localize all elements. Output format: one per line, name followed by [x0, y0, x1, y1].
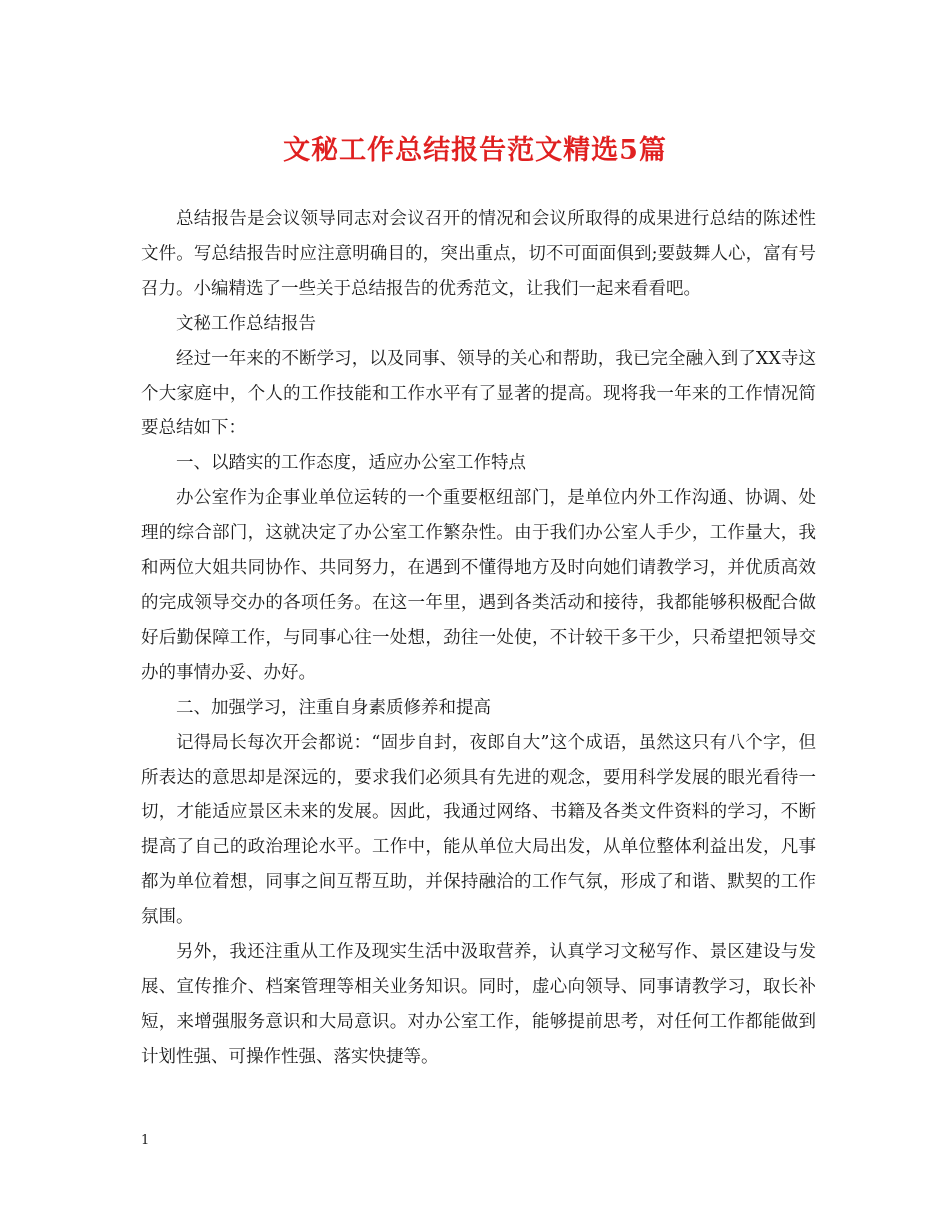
body-paragraph: 办公室作为企事业单位运转的一个重要枢纽部门，是单位内外工作沟通、协调、处理的综合部门，这就决定了办公室工作繁杂性。由于我们办公室人手少，工作量大，我和两位大姐共同协作、共同努力，在遇到不懂得地方及时向她们请教学习，并优质高效的完成领导交办的各项任务。在这一年里，遇到各类活动和接待，我都能够积极配合做好后勤保障工作，与同事心往一处想，劲往一处使，不计较干多干少，只希望把领导交办的事情办妥、办好。: [141, 488, 816, 683]
body-paragraph: 记得局长每次开会都说：“固步自封，夜郎自大”这个成语，虽然这只有八个字，但所表达的意思却是深远的，要求我们必须具有先进的观念，要用科学发展的眼光看待一切，才能适应景区未来的发展。因此，我通过网络、书籍及各类文件资料的学习，不断提高了自己的政治理论水平。工作中，能从单位大局出发，从单位整体利益出发，凡事都为单位着想，同事之间互帮互助，并保持融洽的工作气氛，形成了和谐、默契的工作氛围。: [141, 732, 816, 928]
document-body: [141, 202, 816, 1075]
page-number: 1: [141, 1133, 150, 1148]
body-paragraph: 经过一年来的不断学习，以及同事、领导的关心和帮助，我已完全融入到了XX寺这个大家庭中，个人的工作技能和工作水平有了显著的提高。现将我一年来的工作情况简要总结如下：: [141, 348, 816, 439]
section-heading-1: 一、以踏实的工作态度，适应办公室工作特点: [176, 453, 526, 474]
document-title: 文秘工作总结报告范文精选5篇: [283, 135, 667, 166]
intro-paragraph: 总结报告是会议领导同志对会议召开的情况和会议所取得的成果进行总结的陈述性文件。写总结报告时应注意明确目的，突出重点，切不可面面俱到;要鼓舞人心，富有号召力。小编精选了一些关于总结报告的优秀范文，让我们一起来看看吧。: [141, 209, 816, 299]
section-heading-2: 二、加强学习，注重自身素质修养和提高: [176, 697, 491, 718]
body-paragraph: 另外，我还注重从工作及现实生活中汲取营养，认真学习文秘写作、景区建设与发展、宣传推介、档案管理等相关业务知识。同时，虚心向领导、同事请教学习，取长补短，来增强服务意识和大局意识。对办公室工作，能够提前思考，对任何工作都能做到计划性强、可操作性强、落实快捷等。: [141, 942, 816, 1067]
report-heading: 文秘工作总结报告: [176, 313, 316, 334]
